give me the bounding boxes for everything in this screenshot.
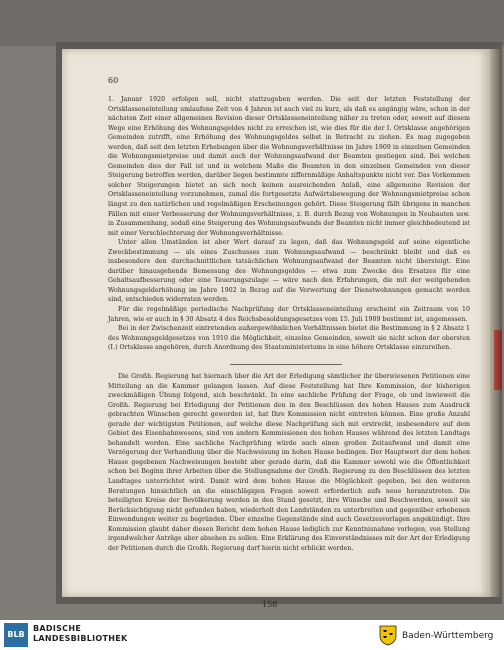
document-page [62, 49, 490, 609]
body-text-top [108, 95, 470, 353]
paragraph: Unter allen Umständen ist aber Wert darauf zu legen, daß das Wohnungsgeld auf seine eigentliche Zweckbestimmung — als eines Zuschusses zum Wohnungsaufwand — beschränkt bleibt und daß es insbesondere den durchschnittlichen tatsächlichen Wohnungsaufwand der Beamten nicht übersteigt. Eine darüber hinausgehende Bemessung des Wohnungsgeldes — etwa zum Zwecke des Ersatzes für eine Gehaltsaufbesserung oder eine Teuerungszulage — wäre nach den Erfahrungen, die mit der weitgehenden Wohnungsgelderhöhung im Jahre 1902 in Bezug auf die Verwertung der Dienstwohnungen gemacht worden sind, entschieden widerraten werden. [108, 239, 470, 304]
body-text-bottom [108, 372, 470, 553]
blb-name-line1: BADISCHE [33, 624, 82, 633]
baden-wuerttemberg-emblem-icon [378, 624, 398, 646]
paragraph: Bei in der Zwischenzeit eintretenden außergewöhnlichen Verhältnissen bietet die Bestimmung in § 2 Absatz 1 des Wohnungsgeldgesetzes von 1910 die Möglichkeit, einzelne Gemeinden, soweit sie nicht schon der obersten (I.) Ortsklasse angehören, durch Anordnung des Staatsministeriums in eine höhere Ortsklasse einzureihen. [108, 325, 470, 352]
section-divider [230, 364, 342, 365]
page-number: 60 [108, 76, 119, 85]
paragraph: Die Großh. Regierung hat hiernach über die Art der Erledigung sämtlicher ihr überwiesenen Petitionen eine Mitteilung an die Kammer gelangen lassen. Auf diese Feststellung hat Ihre Kommission, der bisherigen zweckmäßigen Übung folgend, sich beschränkt. In eine sachliche Prüfung der Frage, ob und inwieweit die Großh. Regierung bei Erledigung der Petitionen den in den Beschlüssen des hohen Hauses zum Ausdruck gebrachten Wünschen gerecht geworden ist, hat Ihre Kommission nicht eintreten können. Eine große Anzahl gerade der wichtigsten Petitionen, auf welche diese Nachprüfung sich mit erstreckt, insbesondere auf dem Gebiet des Eisenbahnwesens, sind von andern Kommissionen des hohen Hauses während des letzten Landtags behandelt worden. Eine sachliche Nachprüfung würde auch einen großen Zeitaufwand und damit eine Verzögerung der Verhandlung über die Nachweisung im hohen Hause bedingen. Der Hauptwert der dem hohen Hause gegebenen Nachweisungen besteht aber gerade darin, daß die Kammer sowohl wie die Öffentlichkeit schon bei Beginn ihrer Arbeiten über die Stellungnahme der Großh. Regierung zu den Beschlüssen des letzten Landtages unterrichtet wird. Damit wird dem hohen Hause die Möglichkeit gegeben, bei den weiteren Beratungen hinsichtlich an die einschlägigen Fragen soweit erforderlich aufs neue heranzutreten. Die beteiligten Kreise der Bevölkerung werden in den Stand gesetzt, ihre Wünsche und Beschwerden, soweit sie Berücksichtigung nicht gefunden haben, wiederholt den Landständen zu unterbreiten und gegenüber erhobenen Einwendungen weiter zu begründen. Über einzelne Gegenstände sind auch Gesetzesvorlagen angekündigt. Ihre Kommission glaubt daher diesen Bericht dem hohen Hause lediglich zur Kenntnisnahme vorlegen, von Stellung irgendwelcher Anträge aber absehen zu sollen. Eine Erklärung des Einverständnisses mit der Art der Erledigung der Petitionen durch die Großh. Regierung darf hierin nicht erblickt werden. [108, 373, 470, 552]
scan-top-margin [0, 0, 504, 46]
blb-library-name[interactable] [33, 624, 128, 644]
sheet-number: 158 [262, 600, 278, 609]
blb-name-line2: LANDESBIBLIOTHEK [33, 634, 128, 643]
paragraph: Für die regelmäßige periodische Nachprüfung der Ortsklasseneinteilung erscheint ein Zeitraum von 10 Jahren, wie er auch in § 30 Absatz 4 des Reichsbesoldungsgesetzes vom 15. Juli 1909 bestimmt ist, angemessen. [108, 306, 470, 323]
blb-logo[interactable]: BLB [4, 623, 28, 647]
baden-wuerttemberg-label[interactable]: Baden-Württemberg [402, 631, 494, 641]
paragraph: 1. Januar 1920 erfolgen soll, nicht stattzugeben werden. Die seit der letzten Feststellung der Ortsklasseneinteilung umlaufene Zeit von 4 Jahren ist auch viel zu kurz, als daß es angängig wäre, schon in der nächsten Zeit einer allgemeinen Revision dieser Ortsklasseneinteilung näher zu treten oder, soweit auf diesem Wege eine Erhöhung des Wohnungsgeldes nicht zu erreichen ist, wie dies für die der I. Ortsklasse angehörigen Gemeinden zutrifft, eine Erhöhung des Wohnungsgeldes selbst in Betracht zu ziehen. Es mag zugegeben werden, daß seit den letzten Erhebungen über die Wohnungsverhältnisse im Jahre 1909 in einzelnen Gemeinden die Wohnungsmietpreise und damit auch der Wohnungsaufwand der Beamten gestiegen sind. Bei welchen Gemeinden dies der Fall ist und in welchem Maße die Beamten in den einzelnen Gemeinden von dieser Steigerung betroffen werden, darüber liegen bestimmte ziffernmäßige Anhaltspunkte nicht vor. Das Vorkommen solcher Steigerungen bietet an sich noch keinen ausreichenden Anlaß, eine allgemeine Revision der Ortsklasseneinteilung vorzunehmen, zumal die fortgesetzte Aufwärtsbewegung der Wohnungsmietpreise schon längst zu den natürlichen und regelmäßigen Erscheinungen gehört. Diese Steigerung fällt übrigens in manchen Fällen mit einer Verbesserung der Wohnungsverhältnisse, z. B. durch Bezug von Wohnungen in Neubauten usw. in Zusammenhang, sodaß eine Steigerung des Wohnungsaufwands der Beamten nicht immer gleichbedeutend ist mit einer Verschlechterung der Wohnungsverhältnisse. [108, 96, 470, 237]
book-spine [488, 49, 502, 597]
red-bookmark-edge [494, 330, 502, 390]
